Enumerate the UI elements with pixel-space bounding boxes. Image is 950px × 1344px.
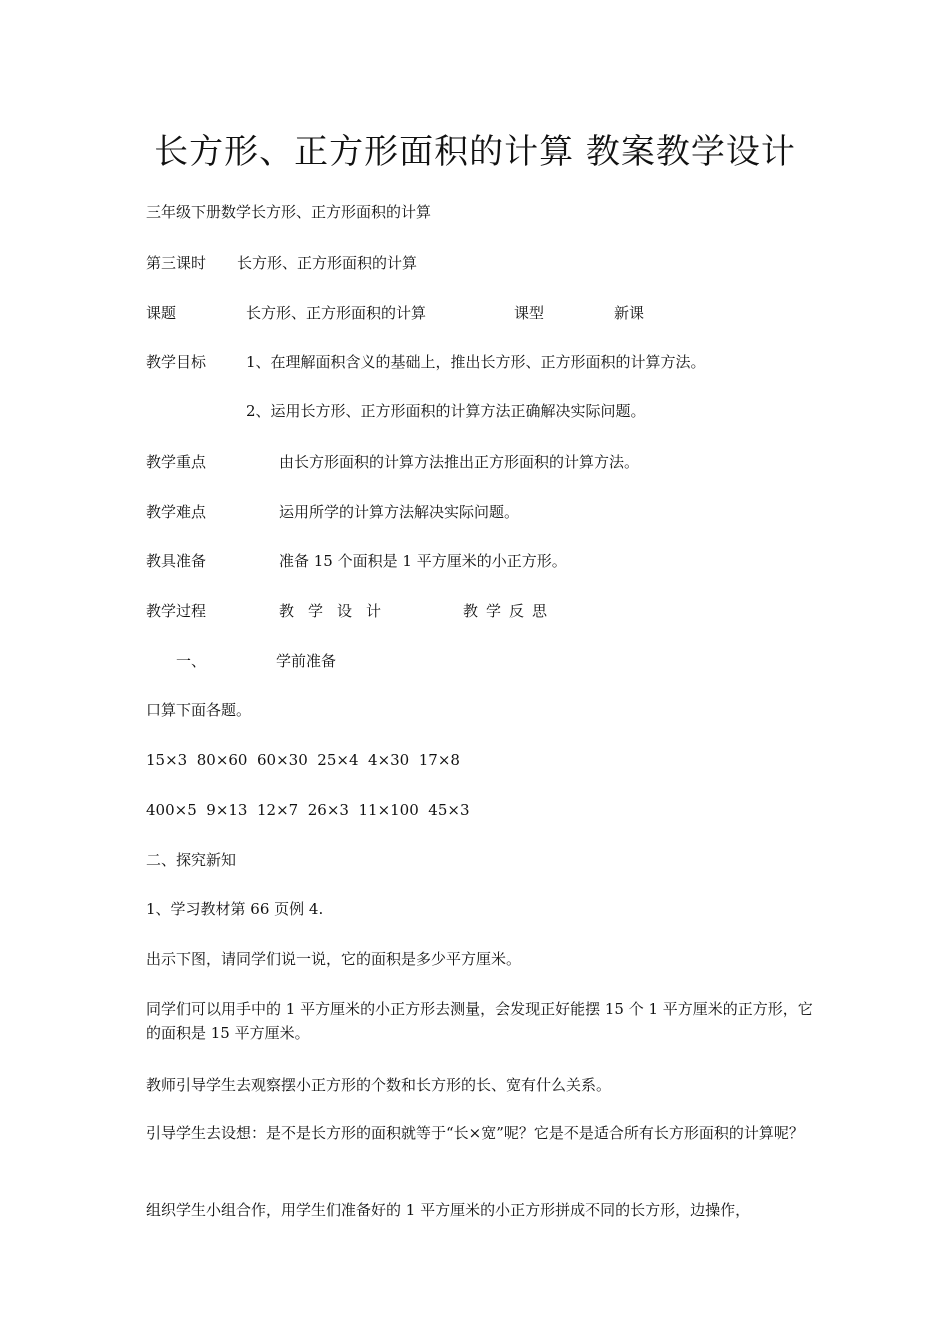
tools-label: 教具准备 xyxy=(146,552,207,570)
tools-value: 准备 15 个面积是 1 平方厘米的小正方形。 xyxy=(279,552,567,570)
section1-number: 一、 xyxy=(176,652,207,670)
section2-heading: 二、探究新知 xyxy=(146,851,237,869)
goals-label: 教学目标 xyxy=(146,353,207,371)
focus-label: 教学重点 xyxy=(146,453,207,471)
lesson-topic: 长方形、正方形面积的计算 xyxy=(237,254,418,272)
document-title: 长方形、正方形面积的计算 教案教学设计 xyxy=(154,132,796,172)
difficulty-value: 运用所学的计算方法解决实际问题。 xyxy=(279,503,520,521)
guide-text: 教师引导学生去观察摆小正方形的个数和长方形的长、宽有什么关系。 xyxy=(146,1076,612,1094)
goal-item-1: 1、在理解面积含义的基础上，推出长方形、正方形面积的计算方法。 xyxy=(246,353,706,371)
goal-item-2: 2、运用长方形、正方形面积的计算方法正确解决实际问题。 xyxy=(246,402,646,420)
focus-value: 由长方形面积的计算方法推出正方形面积的计算方法。 xyxy=(279,453,640,471)
topic-value: 长方形、正方形面积的计算 xyxy=(246,304,427,322)
type-label: 课型 xyxy=(514,304,545,322)
lesson-label: 第三课时 xyxy=(146,254,207,272)
measure-paragraph: 同学们可以用手中的 1 平方厘米的小正方形去测量，会发现正好能摆 15 个 1 平方厘米的正方形，它的面积是 15 平方厘米。 xyxy=(146,1000,813,1042)
type-value: 新课 xyxy=(614,304,645,322)
grade-line: 三年级下册数学长方形、正方形面积的计算 xyxy=(146,203,432,221)
oral-calc-title: 口算下面各题。 xyxy=(146,701,252,719)
process-design: 教学设计 xyxy=(279,602,396,620)
difficulty-label: 教学难点 xyxy=(146,503,207,521)
calc-row-2: 400×5 9×13 12×7 26×3 11×100 45×3 xyxy=(146,801,470,819)
process-label: 教学过程 xyxy=(146,602,207,620)
group-text: 组织学生小组合作，用学生们准备好的 1 平方厘米的小正方形拼成不同的长方形，边操作， xyxy=(146,1201,751,1219)
topic-label: 课题 xyxy=(146,304,177,322)
study-item: 1、学习教材第 66 页例 4. xyxy=(146,900,324,918)
imagine-paragraph: 引导学生去设想：是不是长方形的面积就等于“长×宽”呢？它是不是适合所有长方形面积的计算呢？ xyxy=(146,1124,804,1142)
calc-row-1: 15×3 80×60 60×30 25×4 4×30 17×8 xyxy=(146,751,460,769)
section1-title: 学前准备 xyxy=(276,652,337,670)
show-text: 出示下图，请同学们说一说，它的面积是多少平方厘米。 xyxy=(146,950,522,968)
process-reflection: 教学反思 xyxy=(463,602,556,620)
